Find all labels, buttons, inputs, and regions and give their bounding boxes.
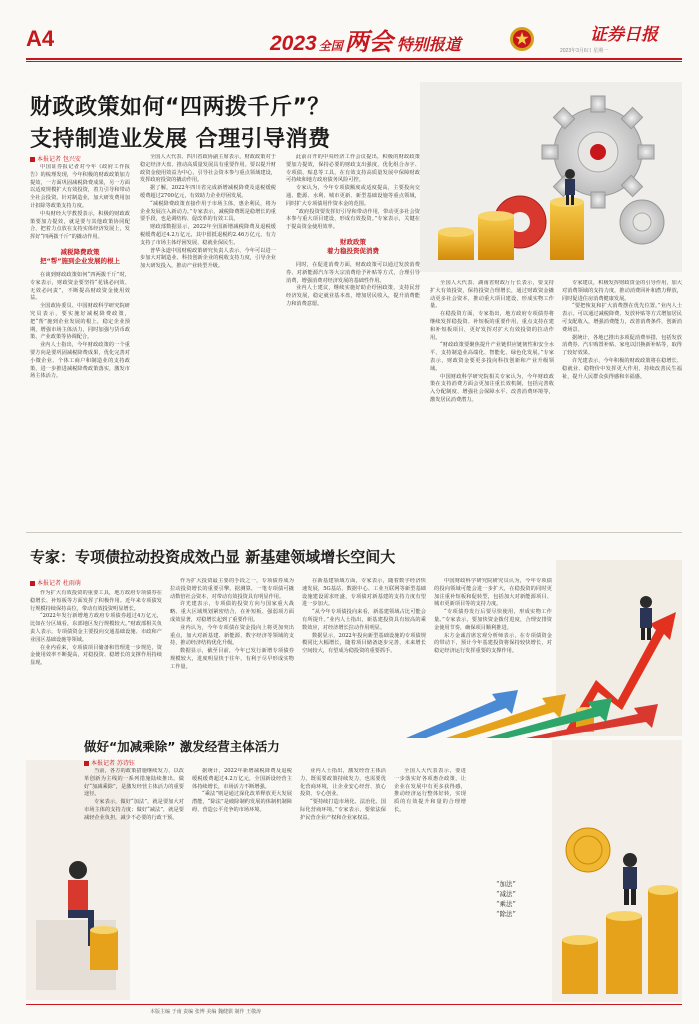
special-lianghui: 两会 [344,29,393,56]
byline-mark-icon [30,157,35,162]
article1-col2-para: 普华永道中国财税政策研究负责人表示，今年可以进一步加大对制造业、科技创新企业的税收支持力度，引导企业加大研发投入，推动产业转型升级。 [140,247,276,270]
article2-col3-para: “从今年专项债投向来看，新基建领域占比可能会有所提升。”业内人士指出，新基建投资具有较高的乘数效应，对经济增长拉动作用明显。 [302,609,426,631]
article1-col5-para: 许光建表示，今年积极的财政政策将在稳增长、稳就业、稳物价中发挥更大作用，持续改善民生福祉，提升人民群众获得感和幸福感。 [562,357,682,380]
article1-column-3 [286,154,420,526]
article3-column-2 [192,768,292,1002]
article1-col1-para: 中央财经大学教授表示，积极的财政政策要加力提效，就是要与其他政策协同配合，把着力点放在支持实体经济发展上，发挥好“四两拨千斤”的撬动作用。 [30,210,130,241]
byline-mark-icon [30,581,35,586]
pull-quote-line: “乘法” [496,900,516,908]
article1-col3-para: 同时，在促进消费方面，财政政策可以通过发放消费券、对新能源汽车等大宗消费给予补贴等方式，合理引导消费，增强消费对经济发展的基础性作用。 [286,261,420,284]
article3-pull-quote [466,879,546,919]
masthead-rule [26,58,682,60]
article3-col4-para: 全国人大代表表示，要进一步落实好各项惠企政策，让企业在发展中有更多获得感，推动经济运行整体好转，实现质的有效提升和量的合理增长。 [394,768,466,813]
article2-col2-para: 作为扩大投资最主要的手段之一，专项债券成为拉动投资增长的重要引擎。据测算，一笔专项债可撬动数倍社会资本，对带动有效投资具有明显作用。 [170,578,294,600]
article1-col2-para: 财政部数据显示，2022年全国新增减税降费及退税缓税缓费超过4.2万亿元，其中留抵退税约2.46万亿元，有力支持了市场主体纾困发展、稳就业保民生。 [140,224,276,246]
article2-byline [30,578,81,587]
article1-col3-para: 此前召开的中央经济工作会议提出，积极的财政政策要加力提效，保持必要的财政支出强度，优化组合赤字、专项债、贴息等工具，在有效支持高质量发展中保障财政可持续和地方政府债务风险可控。 [286,154,420,184]
article3-col1-para: 当前，各方的政策措施继续发力，以改革创新为主线的一系列措施陆续推出。做好“加减乘除”，是激发经营主体活力的重要途径。 [84,768,184,798]
article1-col1-para: 在谈到财政政策如何“四两拨千斤”时，专家表示，财政资金要坚持“花钱必问效、无效必问责”，不断提高财政资金使用效益。 [30,271,130,302]
article1-headline-1: 财政政策如何“四两拨千斤”？ [30,95,330,120]
article3-col3-para: 业内人士指出，激发经营主体活力，既需要政策持续发力，也需要优化营商环境，让企业安心经营、放心投资、专心创业。 [300,768,386,798]
article2-col1-para: “2022年发行新增地方政府专项债券超过4万亿元，比如在分区域看，东部地区发行规模较大。”财政部相关负责人表示，专项债资金主要投向交通基础设施、市政和产业园区基础设施等领域。 [30,613,162,643]
article1-subhead-2: 财政政策 着力稳投资促消费 [327,237,379,255]
article1-col3-para: 专家认为，今年专项债额度或适度提高，主要投向交通、能源、水利、城市更新、新型基础设施等重点领域，同时扩大专项债用作资本金的范围。 [286,185,420,207]
pull-quote-line: “加法” [496,880,516,888]
national-emblem-icon [509,26,535,52]
article1-col4-para: 中国财政科学研究院相关专家认为，今年财政政策在支持消费方面会更加注重长效机制，包括完善收入分配制度、增强社会保障水平、改善消费环境等，激发居民消费潜力。 [430,373,554,403]
article3-col2-para: 据统计，2022年新增减税降费及退税缓税缓费超过4.2万亿元，全国新设经营主体持续增长，市场活力不断增强。 [192,768,292,790]
article1-column-1 [30,164,130,526]
article3-col1-para: 专家表示，做好“加法”，就是要加大对市场主体的支持力度；做好“减法”，就是要减轻企业负担，减少不必要的行政干预。 [84,799,184,821]
special-report-label: 特别报道 [396,37,461,54]
article1-col3-para: 业内人士建议，继续实施好助企纾困政策，支持民营经济发展，稳定就业基本盘，增加居民收入，提升消费能力和消费意愿。 [286,285,420,307]
article3-byline [84,758,135,767]
paper-name: 证券日报 [590,25,658,45]
section-divider [26,532,682,533]
article2-col1-para: 作为扩大有效投资的重要工具，地方政府专项债券在稳增长、补短板等方面发挥了积极作用。近年来专项债发行规模持续保持高位，带动有效投资明显增长。 [30,590,162,612]
byline-mark-icon [84,761,89,766]
pull-quote-line: “减法” [496,890,516,898]
article1-col1-para: 全国政协委员、中国财政科学研究院研究员表示，要实施好减税降费政策，把“帮”施到企业发展的根上，稳定企业预期，增强市场主体活力，同时加强与货币政策、产业政策等协调配合。 [30,303,130,341]
article1-col2-para: “减税降费政策直接作用于市场主体，惠企利民，将为企业发展注入新动力。”专家表示，减税降费既是稳增长的重要手段，也是调结构、促改革的有效工具。 [140,200,276,223]
article2-col3-para: 在新基建领域方面，专家表示，随着数字经济快速发展，5G基站、数据中心、工业互联网等新型基础设施建设需求旺盛，专项债对新基建的支持力度有望进一步加大。 [302,578,426,608]
article3-column-3 [300,768,386,1002]
article3-col3-para: “要持续打造市场化、法治化、国际化营商环境。”专家表示，要依法保护民营企业产权和企业家权益。 [300,799,386,821]
special-year: 2023 [270,32,317,55]
article2-col2-para: 许光建表示，专项债的投资方向与国家重大战略、重大区域规划紧密结合，在补短板、强弱项方面成效显著，对稳增长起到了重要作用。 [170,601,294,623]
page-label: A4 [26,26,55,51]
article1-col5-para: “要把恢复和扩大消费摆在优先位置。”业内人士表示，可以通过减税降费、发放补贴等方式增加居民可支配收入，增强消费能力，改善消费条件，创新消费场景。 [562,303,682,333]
article1-byline-text: 本报记者 包兴安 [37,156,81,163]
article2-col2-para: 数据显示，截至目前，今年已发行新增专项债券规模较大，进度明显快于往年，有利于尽早形成实物工作量。 [170,648,294,670]
article1-col1-para: 业内人士指出，今年财政政策的一个重要方向是要巩固减税降费成果，优化完善对小微企业、个体工商户和制造业的支持政策，进一步推进减税降费政策落实，激发市场主体活力。 [30,342,130,380]
article3-column-1 [84,768,184,1002]
article1-headline-2: 支持制造业发展 合理引导消费 [30,127,331,152]
article1-col5-para: 据统计，各地已推出多项促消费举措，包括发放消费券、汽车购置补贴、家电以旧换新补贴等，取得了较好效果。 [562,334,682,357]
special-report-title [270,22,461,57]
article2-headline: 专家：专项债拉动投资成效凸显 新基建领域增长空间大 [30,548,396,566]
article3-byline-text: 本报记者 苏诗钰 [91,760,135,767]
footer-credits: 本版主编 于南 责编 张博 美编 魏健骐 制作 王敬涛 [150,1009,262,1015]
article3-col2-para: “乘法”则是通过深化改革释放更大发展潜能，“除法”是破除制约发展的体制机制障碍，营造公平竞争的市场环境。 [192,791,292,813]
article2-col4-para: “专项债券发行后要尽快使用，形成实物工作量。”专家表示，要加快资金拨付进度，合理安排资金使用节奏，确保项目顺利推进。 [434,609,552,631]
coins-person-illustration [552,740,682,1002]
article1-byline [30,154,81,163]
article1-col4-para: “财政政策要聚焦提升产业链供应链韧性和安全水平，支持制造业高端化、智能化、绿色化发展。”专家表示，财政资金要更多投向科技创新和产业升级领域。 [430,342,554,372]
article1-subhead-1: 减税降费政策 把“帮”施到企业发展的根上 [39,247,121,265]
article1-column-2 [140,154,276,526]
article2-col4-para: 东方金诚首席宏观分析师表示，在专项债资金的带动下，预计今年基建投资将保持较快增长，对稳定经济运行发挥重要的支撑作用。 [434,632,552,655]
article1-col3-para: “政府投资要发挥好引导和带动作用，带动更多社会资本参与重大项目建设，形成有效投资。”专家表示，关键在于提高资金使用效率。 [286,208,420,231]
masthead [0,0,699,66]
special-scope: 全国 [318,39,343,53]
article1-column-5 [562,280,682,526]
article2-col3-para: 数据显示，2022年投向新型基础设施的专项债规模同比大幅增长，随着项目储备逐步完善，未来增长空间较大，有望成为稳投资的重要抓手。 [302,632,426,655]
footer-rule [26,1004,682,1005]
article1-col2-para: 全国人大代表、四川省政协副主席表示，财政政策对于稳定经济大盘、推动高质量发展具有重要作用。要以提升财政资金使用效益为中心，引导社会资本参与重点领域建设，发挥政府投资的撬动作用。 [140,154,276,184]
article2-col1-para: 在业内看来，专项债项目储备和管理进一步规范，资金使用效率不断提高，对稳投资、稳增长的支撑作用持续显现。 [30,644,162,667]
article3-column-4 [394,768,466,1002]
article2-col2-para: 业内认为，今年专项债在资金投向上将更加突出重点，加大对新基建、新能源、数字经济等领域的支持，推动经济结构优化升级。 [170,624,294,647]
article1-col4-para: 在稳投资方面，专家指出，地方政府专项债券将继续发挥稳投资、补短板的重要作用，重点支持在建和补短板项目，更好发挥对扩大有效投资的拉动作用。 [430,311,554,341]
article1-col2-para: 据了解，2022年四川省完成新增减税降费及退税缓税缓费超过2700亿元，有效助力企业纾困发展。 [140,185,276,199]
article1-col1-para: 中国证券报记者对今年《政府工作报告》的梳理发现，今年积极的财政政策加力提效，一方面巩固减税降费成果，另一方面以适度规模扩大有效投资，着力引导和带动全社会投资。针对制造业，加大研发费用加计扣除等政策支持力度。 [30,164,130,209]
masthead-rule-thin [26,61,682,62]
date-line: 2023年3月6日 星期一 [560,48,609,54]
article1-col5-para: 专家建议，积极发挥财政资金的引导作用，加大对消费领域的支持力度，推动消费回补和潜力释放，同时促进住房消费健康发展。 [562,280,682,302]
article1-col4-para: 全国人大代表、湖南省财政厅厅长表示，要支持扩大有效投资，保持投资合理增长，通过财政资金撬动更多社会资本，推动重大项目建设，形成实物工作量。 [430,280,554,310]
article1-column-4 [430,280,554,526]
pull-quote-line: “除法” [496,910,516,918]
article2-col4-para: 中国财政科学研究院研究员认为，今年专项债的投向领域可能会进一步扩大，在稳投资的同时更加注重补短板和促转型，包括加大对新能源项目、城市更新项目等的支持力度。 [434,578,552,608]
article2-byline-text: 本报记者 杜雨萌 [37,580,81,587]
gears-coins-illustration [420,82,682,272]
article3-headline: 做好“加减乘除” 激发经营主体活力 [84,739,280,754]
colorful-arrows-banner [26,690,682,738]
